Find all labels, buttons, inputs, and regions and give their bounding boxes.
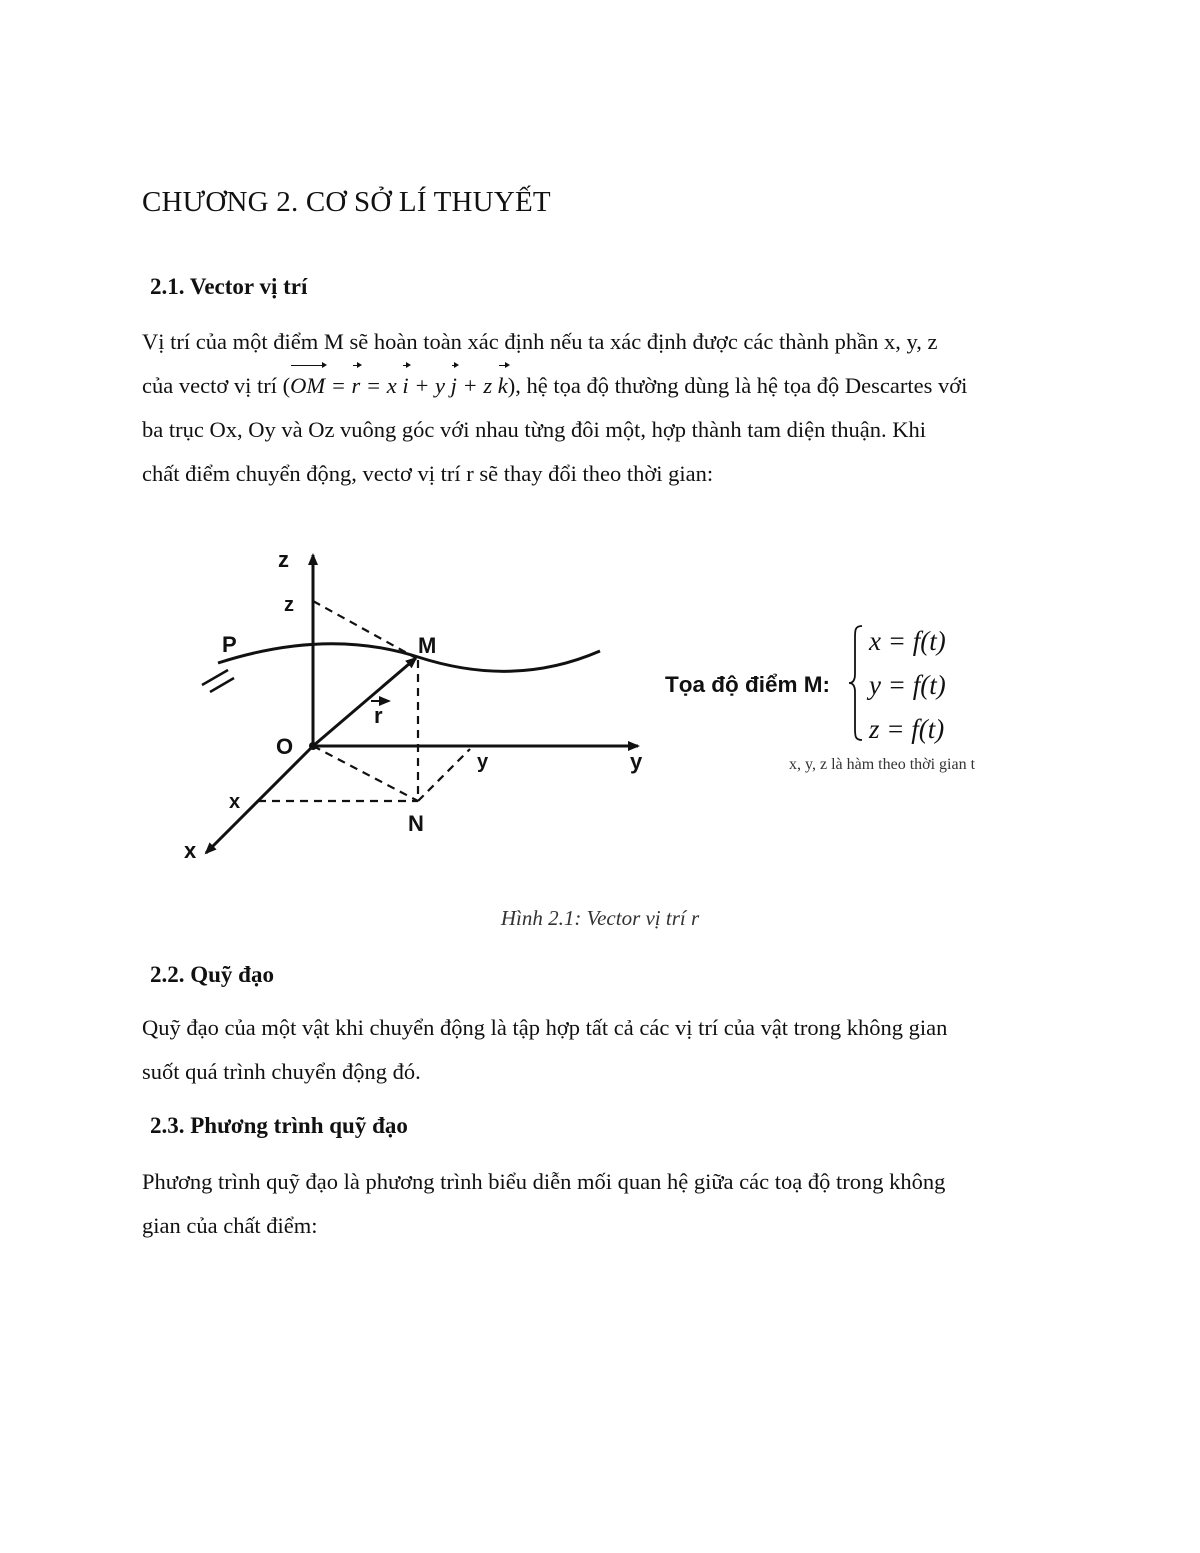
unit-vector-j: j	[451, 364, 457, 408]
paragraph-line: chất điểm chuyển động, vectơ vị trí r sẽ thay đổi theo thời gian:	[142, 461, 714, 486]
coordinate-diagram	[180, 535, 660, 880]
paragraph-line-with-formula	[142, 364, 1062, 408]
equation-z: z = f(t)	[869, 714, 945, 744]
section-heading-2-2: 2.2. Quỹ đạo	[150, 962, 274, 987]
x-axis	[206, 746, 313, 853]
z-axis-label: z	[278, 547, 289, 572]
point-m-label: M	[418, 633, 437, 658]
formula-z-term: + z	[456, 373, 498, 398]
unit-vector-i: i	[402, 364, 408, 408]
vector-om: OM	[290, 364, 325, 408]
formula-equals: =	[325, 373, 352, 398]
coordinate-equations	[665, 620, 1045, 780]
paragraph-line: Vị trí của một điểm M sẽ hoàn toàn xác định nếu ta xác định được các thành phần x, y, z	[142, 329, 938, 354]
point-p-label: P	[222, 632, 237, 657]
figure-caption: Hình 2.1: Vector vị trí r	[500, 906, 700, 930]
paragraph-line: gian của chất điểm:	[142, 1213, 318, 1238]
position-vector-r	[313, 658, 416, 746]
chapter-title: CHƯƠNG 2. CƠ SỞ LÍ THUYẾT	[142, 186, 551, 218]
position-vector-formula	[290, 373, 508, 398]
projection-o-to-n	[313, 746, 418, 801]
origin-o-label: O	[276, 734, 294, 759]
section-heading-2-1: 2.1. Vector vị trí	[150, 274, 308, 299]
equation-y: y = f(t)	[869, 670, 946, 700]
x-projection-label: x	[229, 791, 241, 813]
point-o	[309, 742, 317, 750]
x-axis-label: x	[184, 838, 197, 863]
paragraph-trajectory-equation	[142, 1160, 1062, 1248]
paragraph-line: ba trục Ox, Oy và Oz vuông góc với nhau từng đôi một, hợp thành tam diện thuận. Khi	[142, 417, 926, 442]
paragraph-line: Quỹ đạo của một vật khi chuyển động là tập hợp tất cả các vị trí của vật trong không gian	[142, 1015, 948, 1040]
coordinate-label: Tọa độ điểm M:	[665, 672, 830, 697]
formula-x-term: = x	[360, 373, 403, 398]
equation-x: x = f(t)	[869, 626, 946, 656]
projection-n-to-y	[418, 749, 470, 801]
formula-suffix: ), hệ tọa độ thường dùng là hệ tọa độ Descartes với	[507, 373, 968, 398]
vector-r: r	[352, 364, 361, 408]
projection-m-to-z	[313, 601, 416, 658]
paragraph-vector-position	[142, 320, 1062, 496]
formula-y-term: + y	[408, 373, 451, 398]
unit-vector-k: k	[498, 364, 508, 408]
left-brace	[848, 624, 864, 742]
coordinate-note: x, y, z là hàm theo thời gian t	[789, 756, 976, 773]
motion-mark	[210, 678, 234, 692]
point-n-label: N	[408, 811, 424, 836]
trajectory-curve	[218, 644, 600, 672]
position-vector-figure	[180, 535, 660, 880]
z-projection-label: z	[284, 594, 294, 616]
vector-r-label: r	[374, 703, 383, 728]
paragraph-trajectory	[142, 1006, 1062, 1094]
paragraph-line: Phương trình quỹ đạo là phương trình biểu diễn mối quan hệ giữa các toạ độ trong không	[142, 1169, 946, 1194]
formula-prefix: của vectơ vị trí (	[142, 373, 291, 398]
y-projection-label: y	[477, 751, 489, 773]
y-axis-label: y	[630, 749, 643, 774]
paragraph-line: suốt quá trình chuyển động đó.	[142, 1059, 421, 1084]
section-heading-2-3: 2.3. Phương trình quỹ đạo	[150, 1113, 408, 1138]
